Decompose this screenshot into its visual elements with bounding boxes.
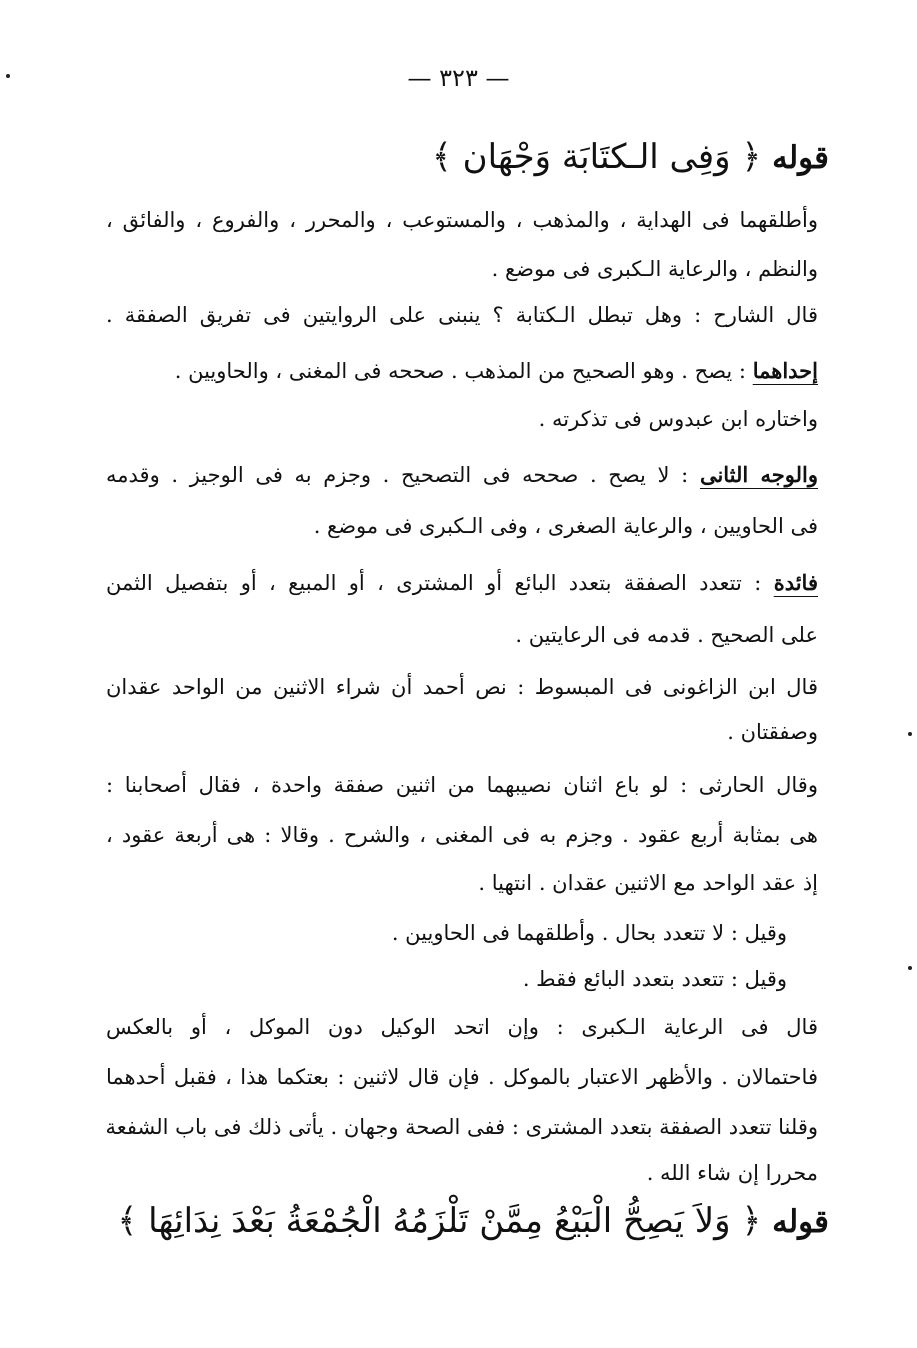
scan-speck [6,74,10,78]
term-label: إحداهما [752,358,818,383]
term-label: فائدة [773,570,818,595]
text-line: فى الحاويين ، والرعاية الصغرى ، وفى الـكبرى فى موضع . [313,514,818,538]
heading-quote: ﴿ وَفِى الـكتَابَة وَجْهَان ﴾ [431,137,762,177]
term-label: والوجه الثانى [699,462,819,487]
text-line: هى بمثابة أربع عقود . وجزم به فى المغنى ، والشرح . وقالا : هى أربعة عقود ، [106,823,818,847]
text-line: والنظم ، والرعاية الـكبرى فى موضع . [491,257,818,281]
text-line: على الصحيح . قدمه فى الرعايتين . [515,623,818,647]
text-line: وأطلقهما فى الهداية ، والمذهب ، والمستوعب ، والمحرر ، والفروع ، والفائق ، [106,208,818,232]
scan-speck [908,732,912,736]
text-line: قال فى الرعاية الـكبرى : وإن اتحد الوكيل دون الموكل ، أو بالعكس [106,1015,818,1039]
text-line: وقال الحارثى : لو باع اثنان نصيبهما من اثنين صفقة واحدة ، فقال أصحابنا : [106,773,818,797]
text-line [106,356,818,386]
heading-lead: قوله [772,1204,829,1240]
heading-quote: ﴿ وَلاَ يَصِحُّ الْبَيْعُ مِمَّنْ تَلْزَمُهُ الْجُمْعَةُ بَعْدَ نِدَائِهَا ﴾ [117,1201,762,1241]
section-heading [432,136,829,177]
text-line: وقيل : لا تتعدد بحال . وأطلقهما فى الحاويين . [391,921,787,945]
text-line: فاحتمالان . والأظهر الاعتبار بالموكل . فإن قال لاثنين : بعتكما هذا ، فقبل أحدهما [106,1065,818,1089]
text-line: قال الشارح : وهل تبطل الـكتابة ؟ ينبنى على الروايتين فى تفريق الصفقة . [106,303,818,327]
heading-lead: قوله [772,140,829,176]
text-span: : لا يصح . صححه فى التصحيح . وجزم به فى الوجيز . وقدمه [106,463,689,487]
scan-speck [908,966,912,970]
text-line [106,568,818,598]
text-span: : يصح . وهو الصحيح من المذهب . صححه فى المغنى ، والحاويين . [174,359,747,383]
text-line [106,460,818,490]
text-span: : تتعدد الصفقة بتعدد البائع أو المشترى ، أو المبيع ، أو بتفصيل الثمن [106,571,762,595]
text-line: محررا إن شاء الله . [646,1161,818,1185]
text-line: إذ عقد الواحد مع الاثنين عقدان . انتهيا . [478,871,818,895]
text-line: واختاره ابن عبدوس فى تذكرته . [538,407,818,431]
text-line: وصفقتان . [727,720,818,744]
text-line: قال ابن الزاغونى فى المبسوط : نص أحمد أن شراء الاثنين من الواحد عقدان [106,675,818,699]
section-heading [117,1200,829,1241]
page-number: — ٣٢٣ — [407,64,510,92]
text-line: وقلنا تتعدد الصفقة بتعدد المشترى : ففى الصحة وجهان . يأتى ذلك فى باب الشفعة [105,1115,818,1139]
text-line: وقيل : تتعدد بتعدد البائع فقط . [522,967,787,991]
